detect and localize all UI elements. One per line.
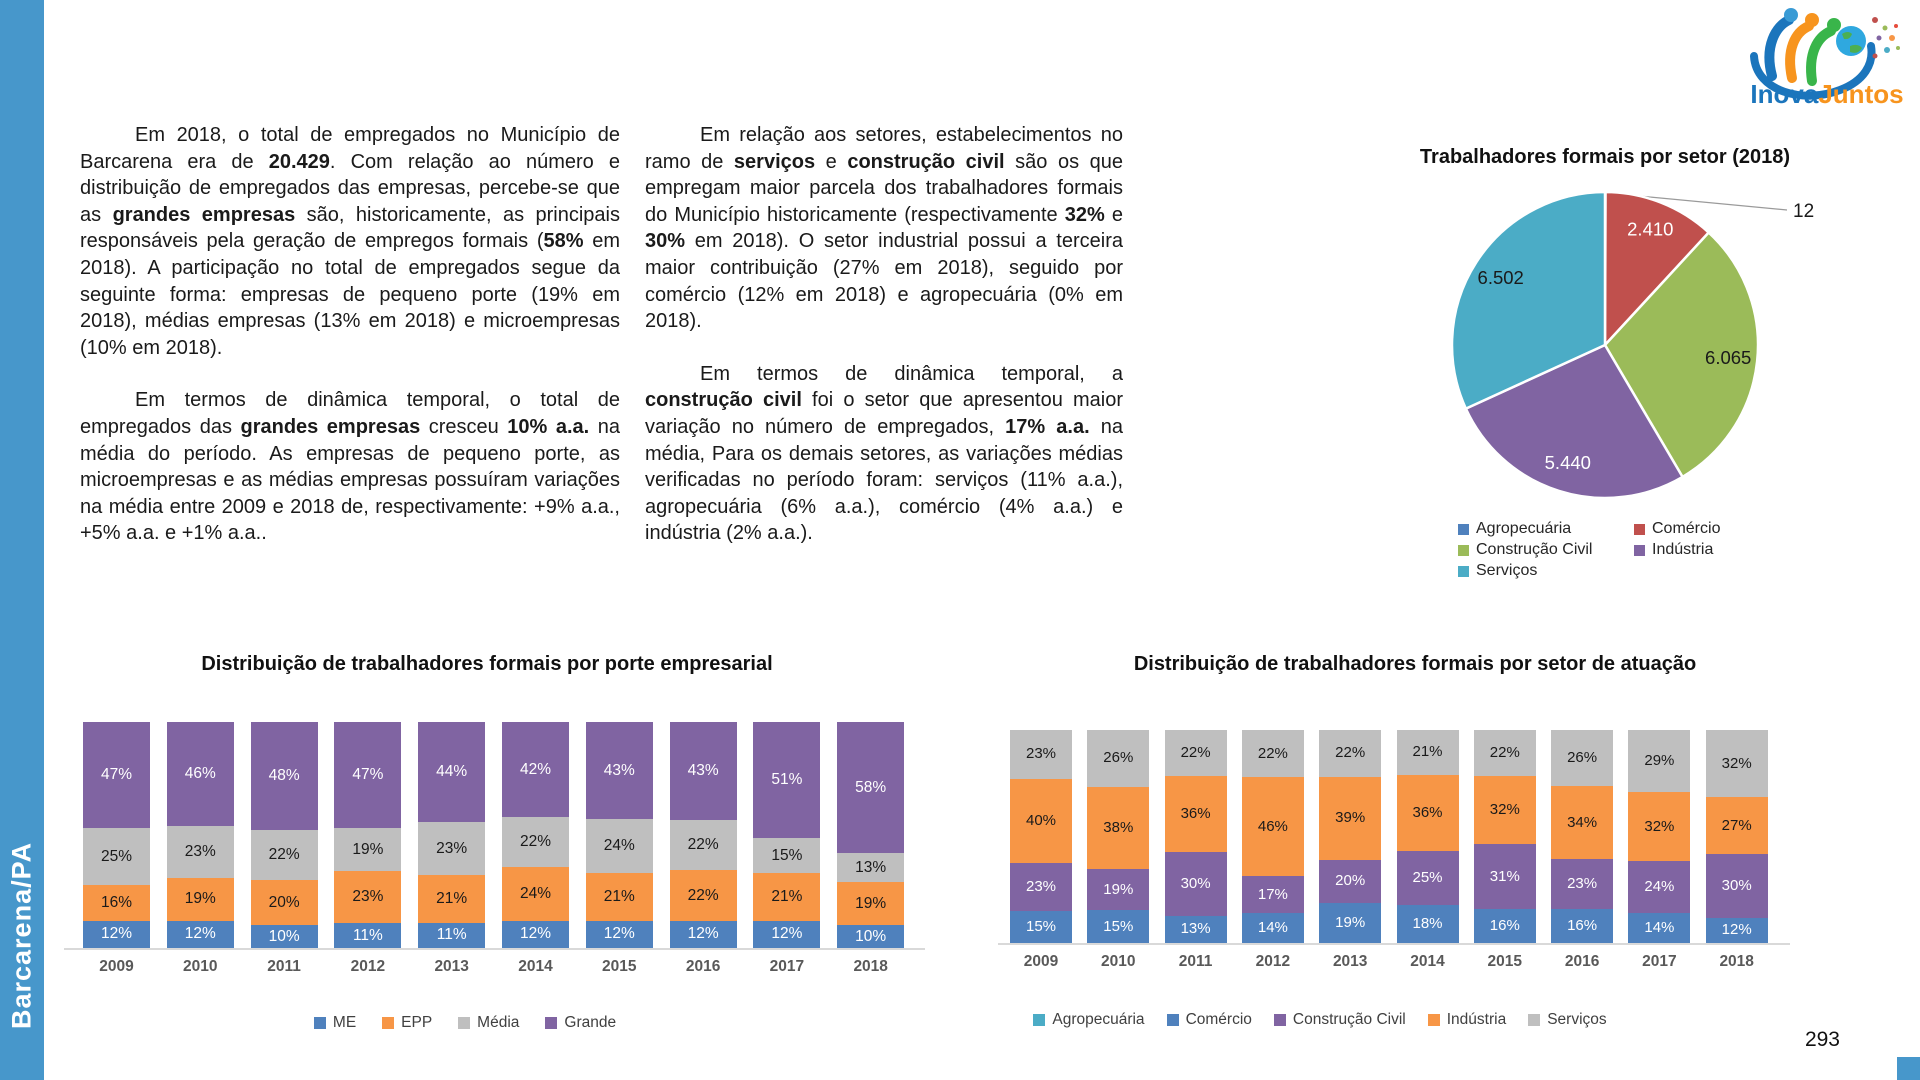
bar-value-label: 15% — [1103, 917, 1134, 935]
legend-swatch-icon — [1428, 1014, 1440, 1026]
bar-chart-porte-title: Distribuição de trabalhadores formais por porte empresarial — [201, 653, 773, 675]
x-axis-category-label: 2012 — [1255, 953, 1291, 970]
legend-item — [1033, 1011, 1144, 1029]
bar-value-label: 43% — [603, 761, 635, 779]
x-axis-category-label: 2013 — [1332, 953, 1368, 970]
bar-value-label: 19% — [855, 894, 887, 912]
bar-value-label: 23% — [1025, 745, 1057, 763]
pie-chart — [1440, 180, 1860, 510]
bar-value-label: 30% — [1180, 875, 1211, 892]
bar-value-label: 40% — [1025, 811, 1057, 829]
bar-value-label: 14% — [1257, 918, 1288, 936]
bar-chart-porte-legend — [85, 1014, 845, 1032]
legend-swatch-icon — [1167, 1014, 1179, 1026]
legend-item — [1458, 520, 1634, 538]
x-axis-category-label: 2012 — [350, 958, 386, 975]
legend-item — [314, 1014, 356, 1032]
bar-value-label: 31% — [1489, 867, 1520, 885]
legend-item — [458, 1014, 519, 1032]
inovajuntos-logo — [1732, 4, 1912, 114]
x-axis-category-label: 2018 — [853, 958, 888, 975]
page-number: 293 — [1804, 1028, 1840, 1051]
bar-value-label: 10% — [268, 927, 300, 945]
bar-value-label: 18% — [1412, 914, 1443, 932]
bar-value-label: 12% — [1721, 921, 1752, 939]
paragraph: Em 2018, o total de empregados no Município de Barcarena era de 20.429. Com relação ao número e distribuição de empregados das empresas, percebe-se que as grandes empresas são, historicamente, as principais responsáveis pela geração de empregos formais (58% em 2018). A participação no total de empregados segue da seguinte forma: empresas de pequeno porte (19% em 2018), médias empresas (13% em 2018) e microempresas (10% em 2018). — [80, 124, 620, 359]
bar-value-label: 13% — [1180, 920, 1211, 938]
legend-item — [1634, 541, 1828, 559]
bar-value-label: 22% — [687, 886, 719, 904]
paragraph: Em termos de dinâmica temporal, a construção civil foi o setor que apresentou maior variação no número de empregados, 17% a.a. na média, Para os demais setores, as variações médias verificadas no período foram: serviços (11% a.a.), agropecuária (6% a.a.), comércio (4% a.a.) e indústria (2% a.a.). — [645, 362, 1124, 545]
x-axis-line — [64, 948, 925, 950]
legend-item — [1528, 1011, 1606, 1029]
text-column-2 — [645, 122, 1123, 573]
bar-value-label: 21% — [603, 888, 635, 906]
legend-swatch-icon — [545, 1017, 557, 1029]
x-axis-category-label: 2013 — [434, 958, 469, 975]
bar-value-label: 46% — [184, 765, 216, 782]
legend-item — [1167, 1011, 1252, 1029]
bar-value-label: 24% — [519, 884, 552, 902]
bar-value-label: 12% — [687, 925, 719, 943]
x-axis-category-label: 2014 — [518, 958, 553, 975]
bar-value-label: 22% — [519, 832, 552, 850]
legend-label: Grande — [564, 1014, 617, 1031]
x-axis-category-label: 2014 — [1410, 953, 1445, 970]
legend-label: Indústria — [1652, 541, 1714, 558]
legend-label: ME — [332, 1014, 357, 1031]
bar-value-label: 15% — [771, 846, 803, 864]
bar-chart-setor-title: Distribuição de trabalhadores formais por setor de atuação — [1133, 653, 1697, 675]
pie-value-label: 6.065 — [1705, 347, 1752, 369]
legend-swatch-icon — [1458, 545, 1469, 556]
legend-item — [1458, 562, 1634, 580]
bar-value-label: 38% — [1103, 818, 1134, 836]
bar-value-label: 42% — [519, 760, 552, 778]
pie-legend — [1458, 520, 1828, 580]
bar-value-label: 24% — [603, 837, 635, 855]
bar-value-label: 12% — [184, 925, 216, 943]
bar-value-label: 25% — [1412, 869, 1443, 886]
bar-value-label: 23% — [1025, 878, 1057, 896]
legend-label: Indústria — [1446, 1011, 1507, 1028]
pie-value-label: 2.410 — [1627, 218, 1674, 240]
bar-value-label: 11% — [436, 926, 467, 944]
bar-value-label: 29% — [1644, 752, 1675, 770]
legend-label: Serviços — [1547, 1011, 1607, 1028]
legend-swatch-icon — [1634, 545, 1645, 556]
bar-value-label: 23% — [184, 843, 216, 860]
bar-value-label: 16% — [1489, 917, 1520, 935]
bar-value-label: 23% — [436, 839, 468, 857]
x-axis-category-label: 2009 — [1023, 953, 1059, 970]
legend-swatch-icon — [1458, 566, 1469, 577]
corner-accent — [1897, 1057, 1920, 1080]
legend-swatch-icon — [314, 1017, 326, 1029]
x-axis-category-label: 2015 — [602, 958, 637, 975]
bar-value-label: 12% — [771, 925, 803, 943]
legend-item — [382, 1014, 432, 1032]
x-axis-category-label: 2018 — [1719, 953, 1754, 970]
bar-value-label: 23% — [352, 888, 384, 906]
legend-item — [1634, 520, 1828, 538]
bar-value-label: 19% — [1335, 913, 1366, 931]
bar-value-label: 24% — [1644, 878, 1675, 896]
legend-item — [1428, 1011, 1506, 1029]
x-axis-category-label: 2017 — [1642, 953, 1677, 970]
legend-swatch-icon — [458, 1017, 470, 1029]
paragraph: Em relação aos setores, estabelecimentos no ramo de serviços e construção civil são os que empregam maior parcela dos trabalhadores formais do Município historicamente (respectivamente 32% e 30% em 2018). O setor industrial possui a terceira maior contribuição (27% em 2018), seguido por comércio (12% em 2018) e agropecuária (0% em 2018). — [645, 124, 1123, 333]
legend-label: Agropecuária — [1052, 1011, 1145, 1028]
legend-swatch-icon — [1634, 524, 1645, 535]
legend-label: Agropecuária — [1476, 520, 1572, 537]
legend-label: EPP — [401, 1014, 433, 1031]
x-axis-category-label: 2010 — [1101, 953, 1136, 970]
pie-value-label: 5.440 — [1544, 452, 1591, 474]
bar-value-label: 16% — [100, 893, 133, 911]
x-axis-category-label: 2011 — [1178, 953, 1213, 970]
x-axis-category-label: 2009 — [99, 958, 134, 975]
bar-value-label: 47% — [352, 766, 384, 784]
bar-value-label: 51% — [771, 771, 803, 789]
bar-value-label: 46% — [1257, 817, 1288, 835]
bar-value-label: 27% — [1721, 817, 1752, 834]
bar-value-label: 43% — [687, 762, 719, 780]
legend-item — [1274, 1011, 1406, 1029]
bar-chart-setor-legend — [1000, 1011, 1640, 1029]
bar-value-label: 22% — [1257, 744, 1288, 762]
bar-value-label: 21% — [436, 889, 468, 907]
x-axis-category-label: 2010 — [183, 958, 218, 975]
legend-swatch-icon — [1274, 1014, 1286, 1026]
legend-label: Média — [477, 1014, 520, 1031]
bar-value-label: 12% — [519, 925, 552, 943]
bar-value-label: 25% — [100, 847, 133, 865]
legend-item — [545, 1014, 616, 1032]
legend-label: Comércio — [1652, 520, 1721, 537]
pie-value-label: 12 — [1793, 201, 1815, 222]
bar-value-label: 36% — [1180, 805, 1211, 823]
legend-label: Construção Civil — [1292, 1011, 1406, 1028]
bar-value-label: 30% — [1721, 877, 1752, 895]
legend-item — [1458, 541, 1634, 559]
bar-value-label: 19% — [184, 890, 216, 908]
bar-value-label: 17% — [1257, 885, 1288, 903]
bar-value-label: 34% — [1567, 813, 1598, 831]
x-axis-line — [998, 943, 1790, 945]
legend-swatch-icon — [382, 1017, 394, 1029]
bar-value-label: 22% — [268, 846, 300, 864]
bar-value-label: 22% — [1489, 744, 1520, 762]
bar-value-label: 19% — [1103, 880, 1134, 898]
bar-value-label: 32% — [1644, 817, 1675, 835]
bar-value-label: 32% — [1721, 754, 1752, 772]
bar-value-label: 12% — [603, 925, 635, 943]
bar-value-label: 11% — [352, 926, 383, 944]
pie-chart-title: Trabalhadores formais por setor (2018) — [1419, 146, 1791, 168]
legend-swatch-icon — [1033, 1014, 1045, 1026]
bar-value-label: 19% — [352, 840, 384, 858]
bar-value-label: 26% — [1567, 749, 1598, 766]
bar-value-label: 13% — [855, 858, 887, 876]
bar-value-label: 10% — [855, 927, 887, 945]
bar-value-label: 26% — [1103, 749, 1134, 767]
bar-value-label: 22% — [687, 836, 719, 854]
x-axis-category-label: 2017 — [769, 958, 805, 975]
sidebar — [0, 0, 44, 1080]
sidebar-vertical-label: Barcarena/PA — [6, 841, 37, 1029]
legend-label: Comércio — [1185, 1011, 1252, 1028]
bar-value-label: 12% — [100, 925, 133, 943]
x-axis-category-label: 2011 — [267, 958, 301, 975]
bar-value-label: 23% — [1567, 874, 1598, 892]
x-axis-category-label: 2016 — [685, 958, 721, 975]
text-column-1 — [80, 122, 620, 573]
bar-value-label: 32% — [1489, 801, 1520, 819]
bar-value-label: 21% — [1412, 743, 1443, 761]
x-axis-category-label: 2015 — [1487, 953, 1523, 970]
bar-value-label: 47% — [100, 766, 133, 784]
bar-value-label: 15% — [1025, 918, 1057, 936]
bar-value-label: 16% — [1567, 916, 1598, 934]
legend-swatch-icon — [1458, 524, 1469, 535]
x-axis-category-label: 2016 — [1564, 953, 1600, 970]
bar-value-label: 20% — [1335, 872, 1366, 890]
legend-label: Serviços — [1476, 562, 1538, 579]
bar-value-label: 22% — [1180, 744, 1211, 762]
bar-value-label: 39% — [1335, 809, 1366, 827]
paragraph: Em termos de dinâmica temporal, o total de empregados das grandes empresas cresceu 10% a.a. na média do período. As empresas de pequeno porte, as microempresas e as médias empresas possuíram variações na média entre 2009 e 2018 de, respectivamente: +9% a.a., +5% a.a. e +1% a.a.. — [80, 389, 620, 545]
bar-value-label: 22% — [1335, 744, 1366, 762]
legend-swatch-icon — [1528, 1014, 1540, 1026]
bar-value-label: 44% — [436, 763, 468, 781]
bar-value-label: 14% — [1644, 918, 1675, 936]
logo-graphic — [1732, 4, 1912, 109]
pie-value-label: 6.502 — [1477, 267, 1524, 288]
bar-value-label: 48% — [268, 767, 300, 785]
bar-value-label: 21% — [771, 887, 803, 905]
legend-label: Construção Civil — [1476, 541, 1593, 558]
logo-wordmark: InovaJuntos — [1750, 79, 1904, 109]
bar-value-label: 58% — [855, 778, 887, 796]
bar-value-label: 20% — [268, 893, 300, 911]
bar-value-label: 36% — [1412, 804, 1443, 822]
